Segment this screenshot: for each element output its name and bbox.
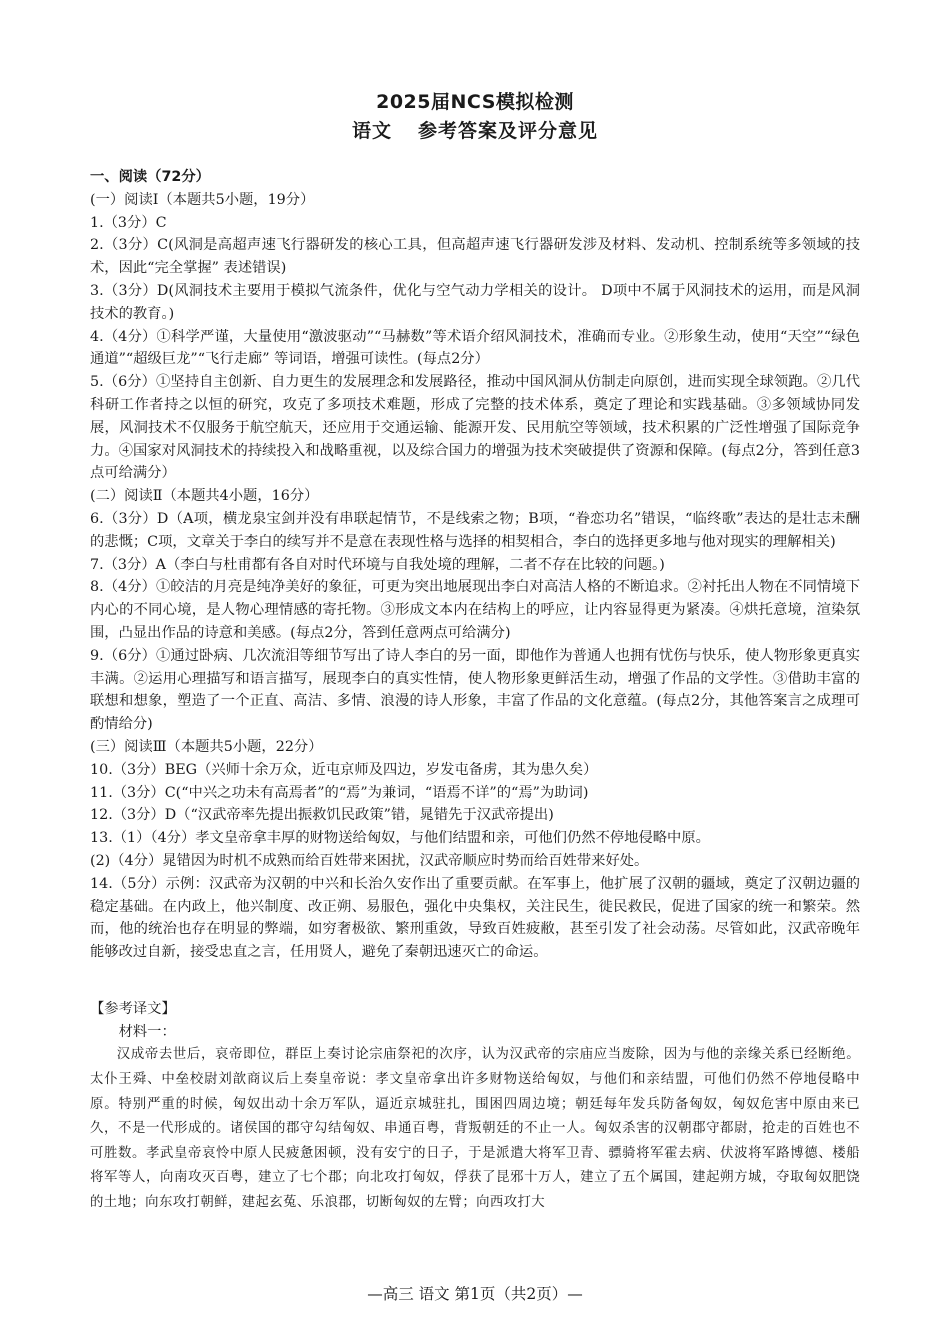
answer-q12: 12.（3分）D（“汉武帝率先提出振救饥民政策”错，晁错先于汉武帝提出): [90, 807, 554, 824]
spacer: [90, 964, 860, 998]
subsection-heading-reading-3: (三）阅读Ⅲ（本题共5小题，22分）: [90, 738, 323, 755]
subject-label: 语文: [351, 120, 392, 142]
answer-q10: 10.（3分）BEG（兴师十余万众，近屯京师及四边，岁发屯备虏，其为患久矣）: [90, 761, 598, 778]
answer-q11: 11.（3分）C(“中兴之功未有高焉者”的“焉”为兼词，“语焉不详”的“焉”为助词): [90, 784, 589, 801]
answer-key-title: 参考答案及评分意见: [418, 120, 599, 142]
translation-paragraph: 汉成帝去世后，哀帝即位，群臣上奏讨论宗庙祭祀的次序，认为汉武帝的宗庙应当废除，因为与他的亲缘关系已经断绝。太仆王舜、中垒校尉刘歆商议后上奏皇帝说：孝文皇帝拿出许多财物送给匈奴，与他们和亲结盟，可他们仍然不停地侵略中原。特别严重的时候，匈奴出动十余万军队，逼近京城驻扎，围困四周边境；朝廷每年发兵防备匈奴，匈奴危害中原由来已久，不是一代形成的。诸侯国的郡守勾结匈奴、串通百粤，背叛朝廷的不止一人。匈奴杀害的汉朝郡守都尉，抢走的百姓也不可胜数。孝武皇帝哀怜中原人民疲惫困顿，没有安宁的日子，于是派遣大将军卫青、骠骑将军霍去病、伏波将军路博德、楼船将军等人，向南攻灭百粤，建立了七个郡；向北攻打匈奴，俘获了昆邪十万人，建立了五个属国，建起朔方城，夺取匈奴肥饶的土地；向东攻打朝鲜，建起玄菟、乐浪郡，切断匈奴的左臂；向西攻打大: [90, 1047, 860, 1211]
answer-content: [90, 166, 860, 1216]
subsection-heading-reading-2: (二）阅读Ⅱ（本题共4小题，16分）: [90, 488, 319, 505]
answer-q9: 9.（6分）①通过卧病、几次流泪等细节写出了诗人李白的另一面，即他作为普通人也拥有忧伤与快乐，使人物形象更真实丰满。②运用心理描写和语言描写，展现李白的真实性情，使人物形象更鲜活生动，增强了作品的文学性。③借助丰富的联想和想象，塑造了一个正直、高洁、多情、浪漫的诗人形象，丰富了作品的文化意蕴。(每点2分，其他答案言之成理可酌情给分): [90, 647, 860, 733]
answer-q13-part1: 13.（1）（4分）孝文皇帝拿丰厚的财物送给匈奴，与他们结盟和亲，可他们仍然不停地侵略中原。: [90, 830, 710, 847]
answer-q14: 14.（5分）示例：汉武帝为汉朝的中兴和长治久安作出了重要贡献。在军事上，他扩展了汉朝的疆域，奠定了汉朝边疆的稳定基础。在内政上，他兴制度、改正朔、易服色，强化中央集权，关注民生，徙民救民，促进了国家的统一和繁荣。然而，他的统治也存在明显的弊端，如穷奢极欲、繁刑重敛，导致百姓疲敝，甚至引发了社会动荡。尽管如此，汉武帝晚年能够改过自新，接受忠直之言，任用贤人，避免了秦朝迅速灭亡的命运。: [90, 875, 860, 961]
section-heading-reading: 一、阅读（72分）: [90, 169, 210, 185]
answer-q8: 8.（4分）①皎洁的月亮是纯净美好的象征，可更为突出地展现出李白对高洁人格的不断追求。②衬托出人物在不同情境下内心的不同心境，是人物心理情感的寄托物。③形成文本内在结构上的呼应，让内容显得更为紧凑。④烘托意境，渲染氛围，凸显出作品的诗意和美感。(每点2分，答到任意两点可给满分): [90, 579, 860, 641]
answer-q1: 1.（3分）C: [90, 214, 167, 231]
page-footer: —高三 语文 第1页（共2页）—: [367, 1285, 583, 1303]
document-subtitle: [0, 117, 950, 145]
translation-heading: 【参考译文】: [90, 1000, 176, 1017]
answer-q3: 3.（3分）D(风洞技术主要用于模拟气流条件，优化与空气动力学相关的设计。 D项中不属于风洞技术的运用，而是风洞技术的教育。): [90, 282, 860, 322]
answer-q5: 5.（6分）①坚持自主创新、自力更生的发展理念和发展路径，推动中国风洞从仿制走向原创，进而实现全球领跑。②几代科研工作者持之以恒的研究，攻克了多项技术难题，形成了完整的技术体系，奠定了理论和实践基础。③多领域协同发展，风洞技术不仅服务于航空航天，还应用于交通运输、能源开发、民用航空等领域，技术积累的广泛性增强了国际竞争力。④国家对风洞技术的持续投入和战略重视，以及综合国力的增强为技术突破提供了资源和保障。(每点2分，答到任意3点可给满分）: [90, 374, 860, 482]
answer-q6: 6.（3分）D（A项，横龙泉宝剑并没有串联起情节，不是线索之物；B项，“眷恋功名”错误，“临终歌”表达的是壮志未酬的悲慨；C项，文章关于李白的续写并不是意在表现性格与选择的相契相合，李白的选择更多地与他对现实的理解相关): [90, 510, 860, 550]
subsection-heading-reading-1: (一）阅读Ⅰ（本题共5小题，19分）: [90, 191, 315, 208]
answer-q2: 2.（3分）C(风洞是高超声速飞行器研发的核心工具，但高超声速飞行器研发涉及材料、发动机、控制系统等多领域的技术，因此“完全掌握” 表述错误): [90, 237, 860, 277]
answer-q13-part2: (2)（4分）晁错因为时机不成熟而给百姓带来困扰，汉武帝顺应时势而给百姓带来好处。: [90, 852, 649, 869]
answer-q4: 4.（4分）①科学严谨，大量使用“激波驱动”“马赫数”等术语介绍风洞技术，准确而专业。②形象生动，使用“天空”“绿色通道”“超级巨龙”“飞行走廊” 等词语，增强可读性。(每点2分）: [90, 328, 860, 368]
material-label: 材料一：: [118, 1023, 176, 1040]
translation-body: [90, 1043, 860, 1215]
answer-q7: 7.（3分）A（李白与杜甫都有各自对时代环境与自我处境的理解，二者不存在比较的问题。): [90, 556, 665, 573]
exam-title: 2025届NCS模拟检测: [376, 91, 574, 113]
